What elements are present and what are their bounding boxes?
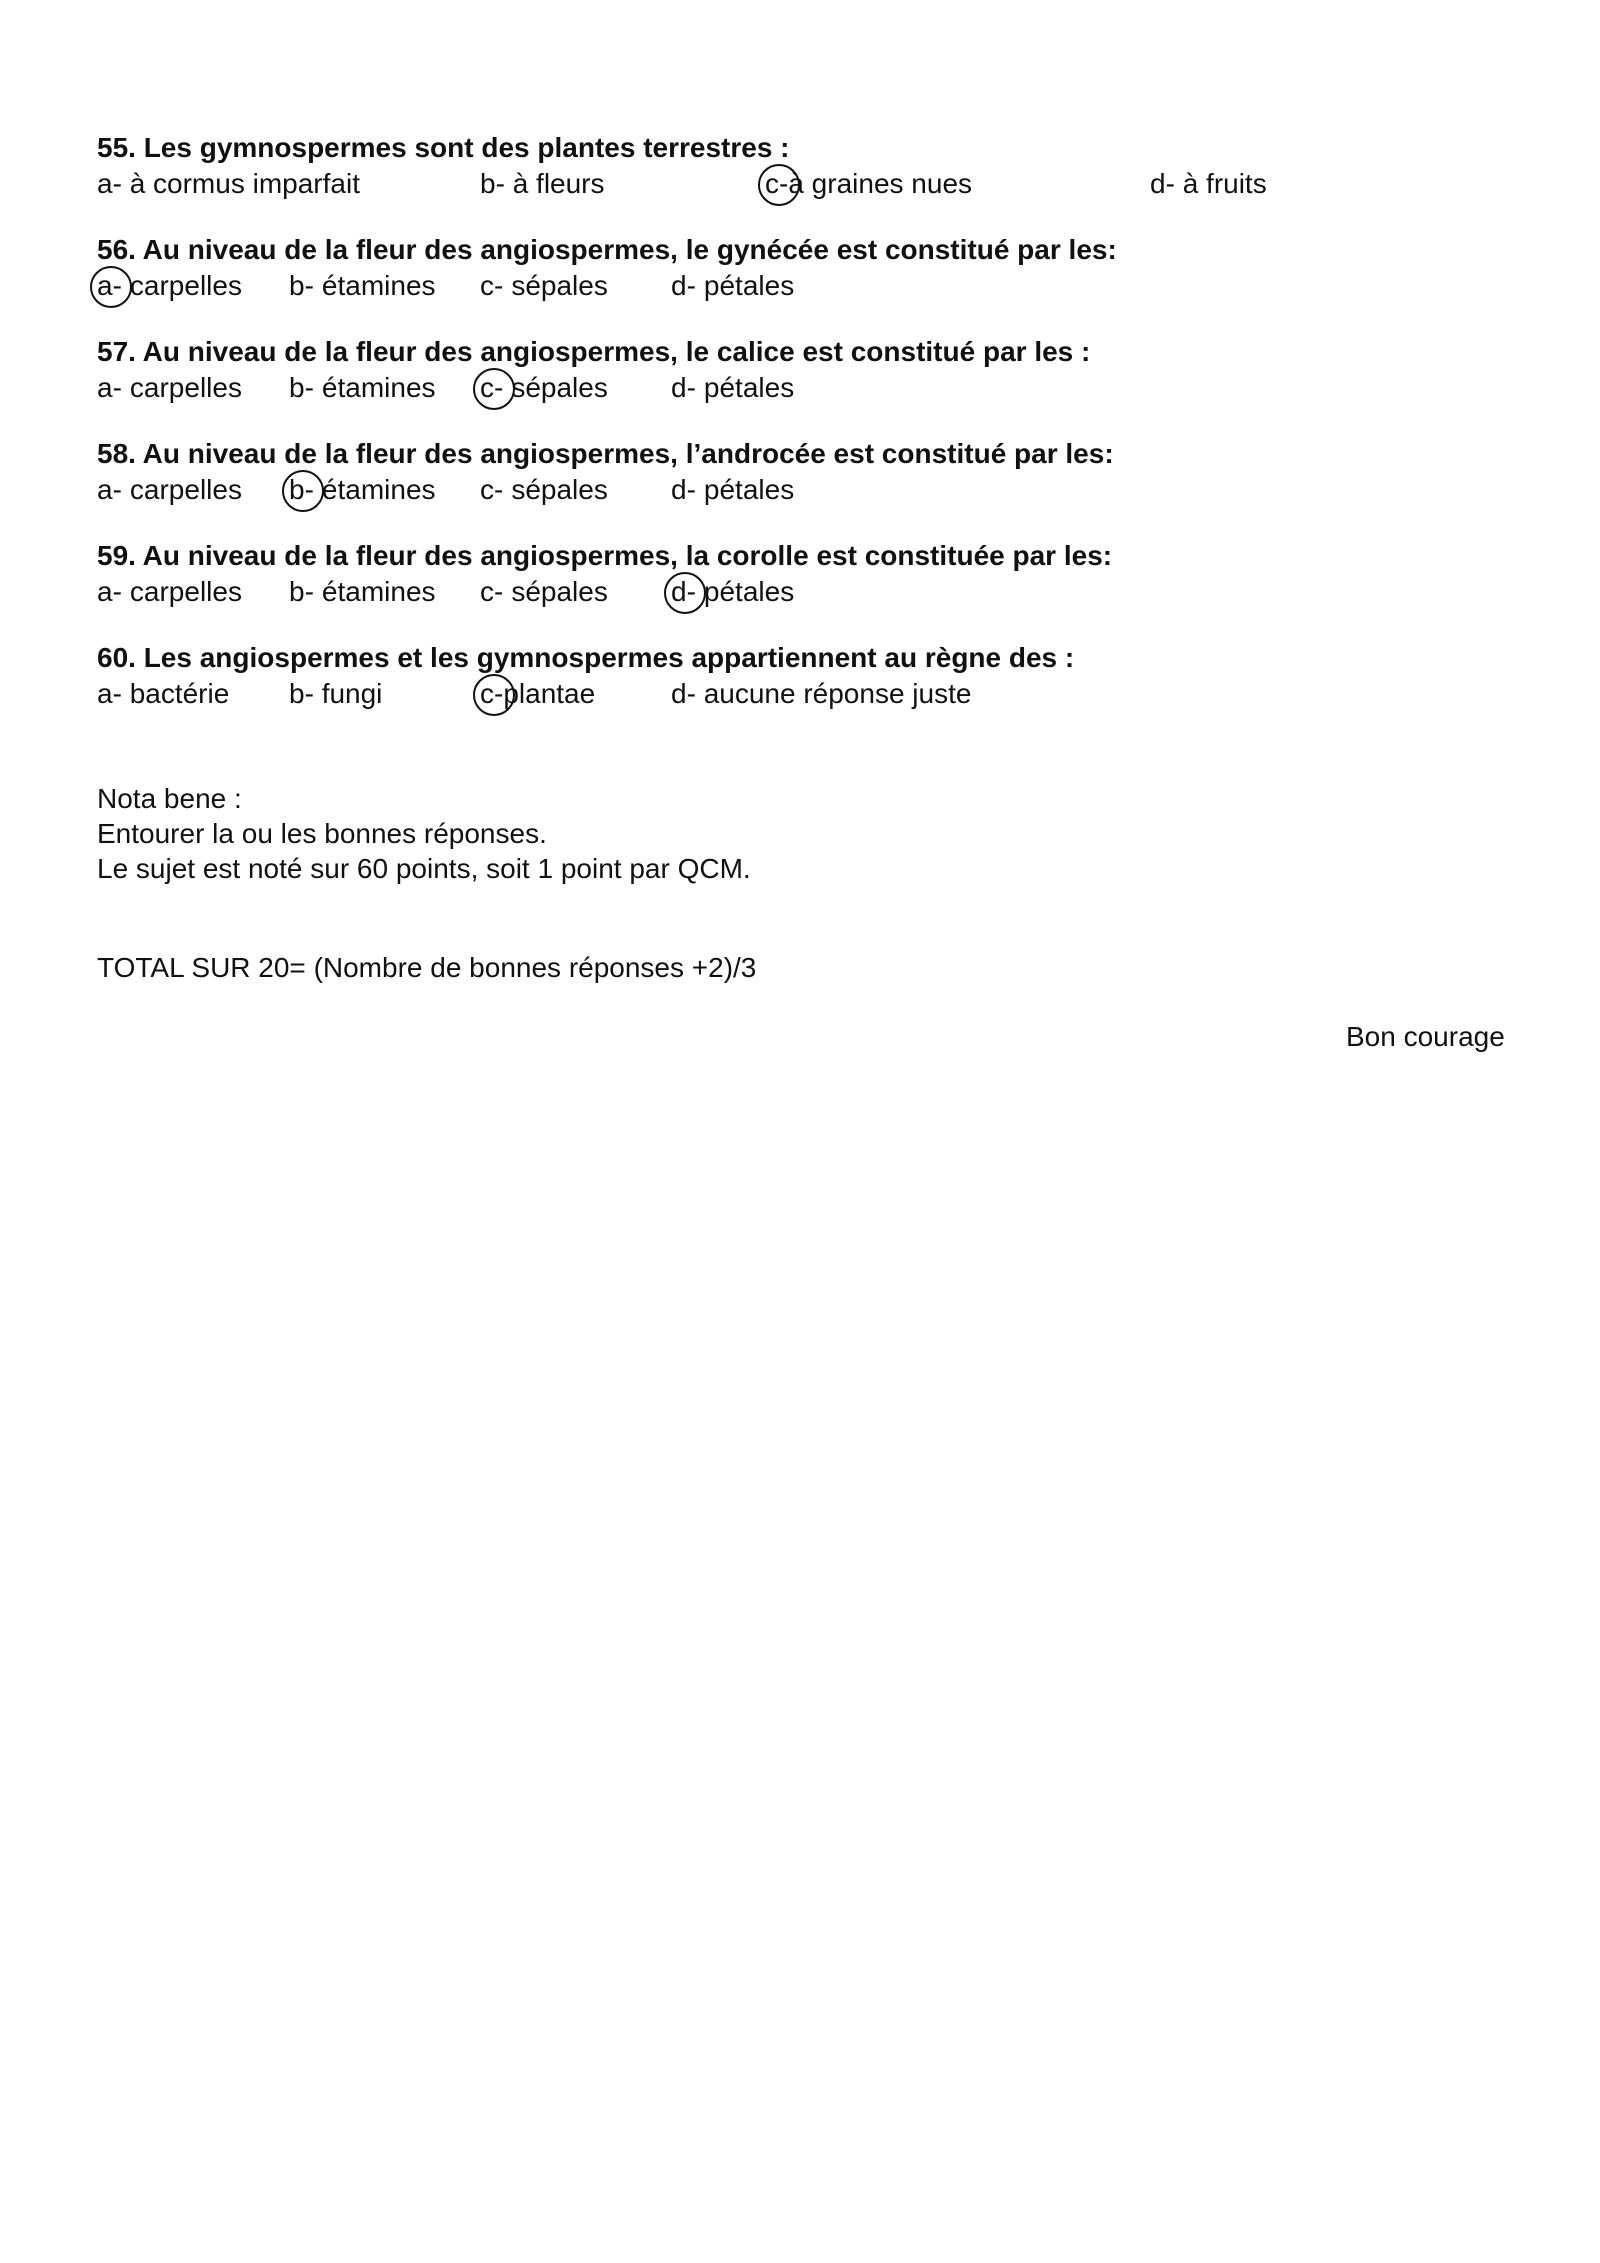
question-title: 57. Au niveau de la fleur des angiospermes, le calice est constitué par les : [97,336,1091,367]
question-56 [97,232,1117,304]
option-c-circled: c-plantae [480,676,595,712]
option-b: b- fungi [289,678,383,709]
question-title: 56. Au niveau de la fleur des angiospermes, le gynécée est constitué par les: [97,234,1117,265]
question-title: 55. Les gymnospermes sont des plantes terrestres : [97,132,790,163]
option-c-circled: c-à graines nues [765,166,972,202]
option-c-circled: c- sépales [480,370,608,406]
answer-circle: b- [289,472,314,508]
option-row [97,574,1112,610]
option-d: d- à fruits [1150,168,1267,199]
question-title: 58. Au niveau de la fleur des angiospermes, l’androcée est constitué par les: [97,438,1114,469]
option-c: c- sépales [480,474,608,505]
option-row [97,472,1114,508]
option-d: d- aucune réponse juste [671,678,972,709]
question-55 [97,130,1267,202]
answer-circle: c- [480,370,503,406]
option-a: a- à cormus imparfait [97,168,360,199]
answer-circle: c- [480,676,503,712]
nota-bene [97,781,751,886]
option-d-circled: d- pétales [671,574,794,610]
answer-circle: c- [765,166,788,202]
nota-bene-heading: Nota bene : [97,783,242,814]
option-a: a- carpelles [97,372,242,403]
option-a: a- carpelles [97,474,242,505]
option-d: d- pétales [671,372,795,403]
question-title: 60. Les angiospermes et les gymnospermes appartiennent au règne des : [97,642,1075,673]
option-b: b- étamines [289,576,436,607]
option-b: b- étamines [289,270,436,301]
option-b: b- étamines [289,372,436,403]
option-d: d- pétales [671,270,795,301]
option-a: a- bactérie [97,678,230,709]
question-58 [97,436,1114,508]
question-57 [97,334,1090,406]
question-59 [97,538,1112,610]
option-b: b- à fleurs [480,168,605,199]
answer-circle: a- [97,268,122,304]
option-row [97,676,1074,712]
option-a-circled: a- carpelles [97,268,242,304]
nota-bene-line: Entourer la ou les bonnes réponses. [97,818,547,849]
total-formula: TOTAL SUR 20= (Nombre de bonnes réponses +2)/3 [97,952,757,983]
question-title: 59. Au niveau de la fleur des angiospermes, la corolle est constituée par les: [97,540,1113,571]
option-d: d- pétales [671,474,795,505]
closing-text: Bon courage [1346,1021,1505,1052]
nota-bene-line: Le sujet est noté sur 60 points, soit 1 point par QCM. [97,853,751,884]
option-b-circled: b- étamines [289,472,436,508]
option-row [97,370,1090,406]
option-c: c- sépales [480,576,608,607]
answer-circle: d- [671,574,696,610]
option-row [97,166,1267,202]
option-a: a- carpelles [97,576,242,607]
option-c: c- sépales [480,270,608,301]
question-60 [97,640,1074,712]
option-row [97,268,1117,304]
